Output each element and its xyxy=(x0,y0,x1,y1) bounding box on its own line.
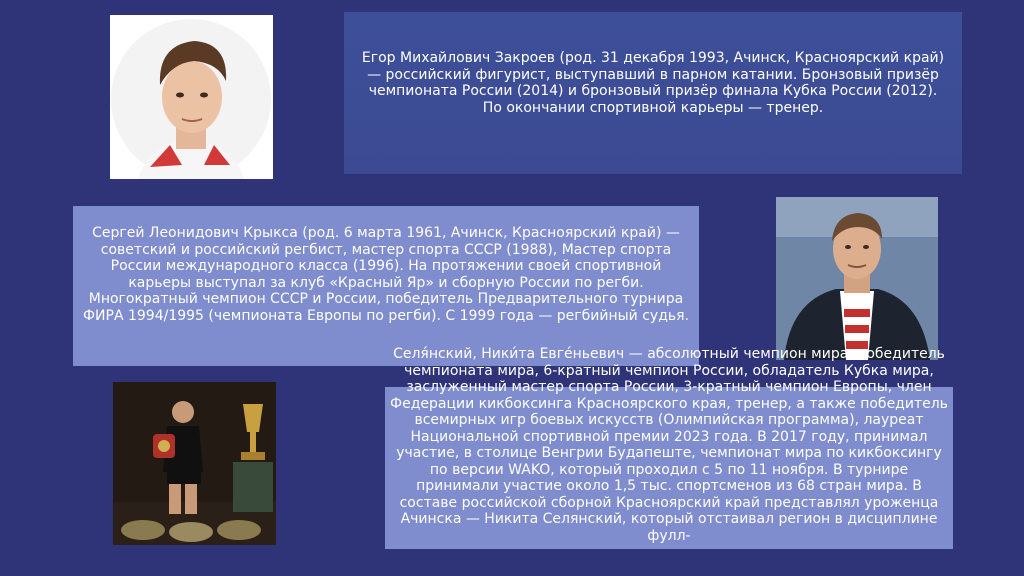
zakroev-bio-card xyxy=(344,12,962,174)
zakroev-bio-text: Егор Михайлович Закроев (род. 31 декабря 1993, Ачинск, Красноярский край) — российский фигурист, выступавший в парном катании. Бронзовый призёр чемпионата России (2014) и бронзовый призёр финала Кубка России (2012). По окончании спортивной карьеры — тренер. xyxy=(361,50,945,116)
kryksa-portrait-image xyxy=(776,197,938,360)
kryksa-bio-card xyxy=(73,206,699,366)
selyansky-trophy-image xyxy=(113,382,276,545)
kryksa-bio-text: Сергей Леонидович Крыкса (род. 6 марта 1961, Ачинск, Красноярский край) — советский и российский регбист, мастер спорта СССР (1988), Мастер спорта России международного класса (1996). На протяжении своей спортивной карьеры выступал за клуб «Красный Яр» и сборную России по регби. Многократный чемпион СССР и России, победитель Предварительного турнира ФИРА 1994/1995 (чемпионата Европы по регби). С 1999 года — регбийный судья. xyxy=(83,225,689,324)
zakroev-photo xyxy=(110,15,273,179)
selyansky-bio-text: Селя́нский, Ники́та Евге́ньевич — абсолютный чемпион мира, победитель чемпионата мира, 6-кратный чемпион России, обладатель Кубка мира, заслуженный мастер спорта России, 3-кратный чемпион Европы, член Федерации кикбоксинга Красноярского края, тренер, а также победитель всемирных игр боевых искусств (Олимпийская программа), лауреат Национальной спортивной премии 2023 года. В 2017 году, принимал участие, в столице Венгрии Будапеште, чемпионат мира по кикбоксингу по версии WAKO, который проходил с 5 по 11 ноября. В турнире принимали участие около 1,5 тыс. спортсменов из 68 стран мира. В составе российской сборной Красноярский край представлял уроженца Ачинска — Никита Селянский, который отстаивал регион в дисциплине фулл- xyxy=(390,346,948,544)
zakroev-portrait-image xyxy=(110,15,273,179)
kryksa-photo xyxy=(776,197,938,360)
selyansky-photo xyxy=(113,382,276,545)
